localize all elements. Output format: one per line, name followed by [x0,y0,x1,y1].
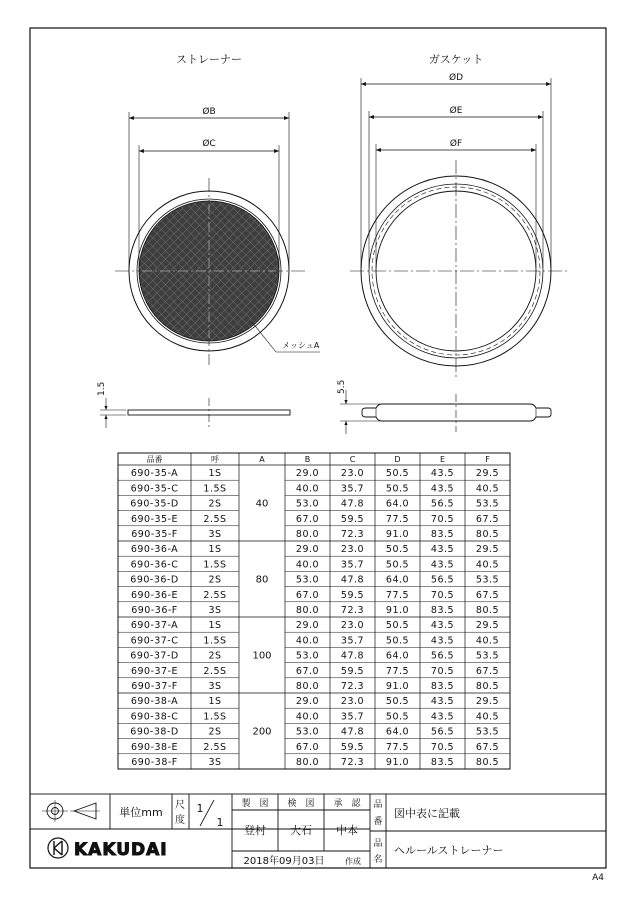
table-cell: 1.5S [203,711,227,723]
table-cell: 1.5S [203,559,227,571]
table-cell: 80.5 [475,529,500,540]
table-cell: 80.5 [475,605,500,616]
col-approve: 承 認 [333,799,361,809]
table-cell: 2S [208,726,222,738]
table-cell: 83.5 [430,757,455,768]
table-cell: 80.0 [295,681,320,692]
table-cell: 67.5 [475,665,500,677]
table-cell: 40.5 [475,559,500,571]
scale-label-top: 尺 [175,800,185,811]
dim-e-label: ØE [449,106,463,116]
created-label: 作成 [345,857,361,866]
table-part-number: 690-38-A [130,696,179,708]
table-cell: 56.5 [430,498,455,510]
table-cell: 59.5 [340,741,365,753]
table-part-number: 690-38-D [130,726,179,738]
table-header-cell: A [259,455,265,464]
table-cell: 53.0 [295,574,320,586]
table-cell: 72.3 [340,605,365,616]
table-cell: 40.0 [295,483,320,495]
part-name-value: ヘルールストレーナー [394,844,504,857]
gasket-side-view [362,404,551,421]
table-cell: 67.5 [475,513,500,525]
table-cell: 53.0 [295,726,320,738]
table-cell: 23.0 [340,544,365,556]
table-cell: 83.5 [430,529,455,540]
table-cell: 64.0 [385,498,410,510]
table-part-number: 690-38-F [131,757,178,768]
table-cell: 43.5 [430,635,455,647]
table-header-cell: D [394,455,401,464]
table-cell: 2.5S [203,589,227,601]
table-cell: 72.3 [340,757,365,768]
table-a-value: 100 [252,650,272,662]
table-cell: 77.5 [385,741,410,753]
scale-numerator: 1 [196,802,204,815]
date-created: 2018年09月03日 [243,856,325,867]
table-cell: 29.5 [475,696,500,708]
table-cell: 1.5S [203,483,227,495]
table-cell: 67.0 [295,589,320,601]
table-cell: 70.5 [430,589,455,601]
table-cell: 70.5 [430,665,455,677]
mesh-label: メッシュA [282,341,320,350]
table-cell: 43.5 [430,544,455,556]
table-part-number: 690-36-A [130,544,179,556]
table-cell: 59.5 [340,589,365,601]
table-cell: 50.5 [385,483,410,495]
table-part-number: 690-35-E [130,513,179,525]
table-cell: 64.0 [385,726,410,738]
table-cell: 59.5 [340,513,365,525]
table-cell: 1S [208,468,222,480]
table-a-value: 200 [252,726,272,738]
table-cell: 2.5S [203,513,227,525]
table-cell: 43.5 [430,483,455,495]
table-cell: 23.0 [340,696,365,708]
dim-b-label: ØB [202,107,216,117]
table-cell: 67.0 [295,513,320,525]
table-header-cell: C [349,455,356,464]
table-header-cell: B [304,455,311,464]
table-cell: 29.0 [295,620,320,632]
table-cell: 35.7 [340,635,365,647]
table-cell: 2.5S [203,741,227,753]
table-a-value: 40 [255,498,269,510]
table-cell: 77.5 [385,665,410,677]
dim-c-label: ØC [202,139,216,149]
table-part-number: 690-36-C [130,559,179,571]
table-part-number: 690-38-E [130,741,179,753]
table-cell: 29.0 [295,544,320,556]
table-header-cell: E [439,455,446,464]
table-cell: 29.5 [475,468,500,480]
strainer-title: ストレーナー [176,53,242,66]
table-part-number: 690-37-C [130,635,179,647]
table-cell: 40.5 [475,711,500,723]
brand-name: KAKUDAI [74,840,168,860]
table-cell: 47.8 [340,650,365,662]
table-cell: 53.0 [295,498,320,510]
table-cell: 56.5 [430,574,455,586]
table-header-cell: F [485,455,490,464]
table-cell: 80.0 [295,605,320,616]
table-cell: 23.0 [340,620,365,632]
table-part-number: 690-37-A [130,620,179,632]
table-cell: 56.5 [430,650,455,662]
thickness-strainer-label: 1.5 [97,381,107,396]
table-cell: 77.5 [385,513,410,525]
table-cell: 77.5 [385,589,410,601]
table-cell: 43.5 [430,620,455,632]
table-cell: 2S [208,498,222,510]
table-cell: 40.0 [295,559,320,571]
table-cell: 40.0 [295,711,320,723]
table-cell: 40.5 [475,635,500,647]
thickness-gasket-label: 5.5 [337,379,347,394]
kakudai-logo [48,838,68,858]
strainer-view [97,53,320,430]
table-cell: 70.5 [430,741,455,753]
table-cell: 53.0 [295,650,320,662]
table-part-number: 690-36-D [130,574,179,586]
table-cell: 40.0 [295,635,320,647]
table-cell: 56.5 [430,726,455,738]
table-cell: 35.7 [340,483,365,495]
table-cell: 1S [208,696,222,708]
table-cell: 50.5 [385,544,410,556]
table-cell: 50.5 [385,711,410,723]
table-cell: 80.5 [475,681,500,692]
table-cell: 50.5 [385,635,410,647]
table-header-cell: 呼 [211,455,219,464]
table-a-value: 80 [255,574,269,586]
table-cell: 43.5 [430,468,455,480]
table-cell: 72.3 [340,529,365,540]
table-cell: 91.0 [385,757,410,768]
table-cell: 3S [208,757,222,768]
table-cell: 53.5 [475,498,500,510]
table-cell: 64.0 [385,574,410,586]
table-cell: 64.0 [385,650,410,662]
table-cell: 1S [208,544,222,556]
table-cell: 29.0 [295,696,320,708]
table-part-number: 690-37-E [130,665,179,677]
table-cell: 83.5 [430,605,455,616]
part-name-label-2: 名 [373,855,383,865]
part-no-label-1: 品 [373,800,383,810]
table-part-number: 690-37-F [131,681,178,692]
table-cell: 91.0 [385,529,410,540]
table-cell: 50.5 [385,696,410,708]
table-cell: 67.5 [475,589,500,601]
col-check: 検 図 [287,799,315,809]
table-cell: 67.0 [295,665,320,677]
name-approve: 中本 [336,824,358,837]
table-cell: 3S [208,605,222,616]
name-check: 大石 [290,824,312,837]
col-made: 製 図 [241,799,269,809]
spec-table [118,453,510,769]
table-cell: 59.5 [340,665,365,677]
table-cell: 43.5 [430,711,455,723]
paper-size: A4 [592,873,604,883]
table-part-number: 690-35-D [130,498,179,510]
table-cell: 43.5 [430,559,455,571]
table-cell: 80.0 [295,757,320,768]
table-cell: 47.8 [340,498,365,510]
table-part-number: 690-35-C [130,483,179,495]
table-cell: 53.5 [475,726,500,738]
table-cell: 70.5 [430,513,455,525]
table-part-number: 690-37-D [130,650,179,662]
table-cell: 2S [208,574,222,586]
table-cell: 29.0 [295,468,320,480]
table-cell: 23.0 [340,468,365,480]
dim-d-label: ØD [448,73,464,83]
table-cell: 3S [208,681,222,692]
table-cell: 83.5 [430,681,455,692]
table-cell: 80.5 [475,757,500,768]
table-cell: 29.5 [475,620,500,632]
scale-label-bottom: 度 [175,815,185,826]
table-cell: 47.8 [340,574,365,586]
table-part-number: 690-35-F [131,529,178,540]
table-cell: 1S [208,620,222,632]
table-cell: 43.5 [430,696,455,708]
table-cell: 80.0 [295,529,320,540]
name-made: 登村 [244,824,266,837]
table-cell: 47.8 [340,726,365,738]
table-cell: 53.5 [475,574,500,586]
table-part-number: 690-36-F [131,605,178,616]
table-cell: 91.0 [385,681,410,692]
part-no-label-2: 番 [373,817,383,827]
table-cell: 2S [208,650,222,662]
table-cell: 50.5 [385,559,410,571]
dim-f-label: ØF [449,139,463,149]
gasket-title: ガスケット [428,53,484,66]
scale-denominator: 1 [216,816,224,829]
projection-symbol-icon [42,800,100,822]
table-cell: 53.5 [475,650,500,662]
part-no-value: 図中表に記載 [394,807,460,820]
table-cell: 40.5 [475,483,500,495]
table-cell: 29.5 [475,544,500,556]
table-cell: 2.5S [203,665,227,677]
table-cell: 91.0 [385,605,410,616]
table-part-number: 690-35-A [130,468,179,480]
table-cell: 67.0 [295,741,320,753]
table-part-number: 690-36-E [130,589,179,601]
table-part-number: 690-38-C [130,711,179,723]
table-cell: 50.5 [385,468,410,480]
table-cell: 67.5 [475,741,500,753]
part-name-label-1: 品 [373,839,383,849]
gasket-view [337,53,567,434]
table-header-cell: 品番 [146,455,163,464]
table-cell: 50.5 [385,620,410,632]
table-cell: 1.5S [203,635,227,647]
table-cell: 35.7 [340,711,365,723]
table-cell: 35.7 [340,559,365,571]
unit-label: 単位mm [119,806,163,819]
table-cell: 72.3 [340,681,365,692]
table-cell: 3S [208,529,222,540]
